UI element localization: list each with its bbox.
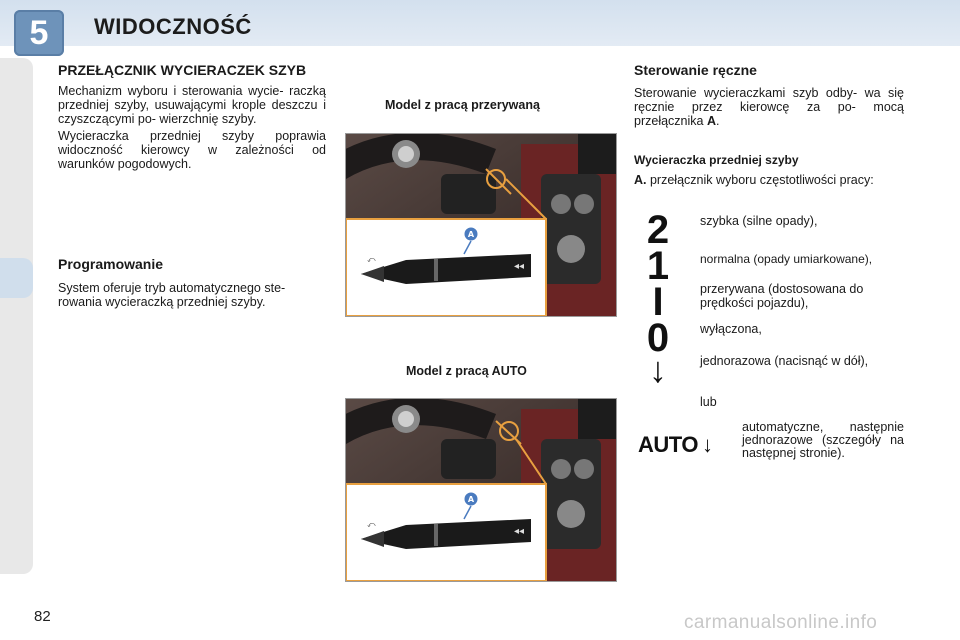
down-arrow-icon: ↓ xyxy=(649,349,667,390)
section-heading: PRZEŁĄCZNIK WYCIERACZEK SZYB xyxy=(58,62,307,78)
programming-heading: Programowanie xyxy=(58,256,164,272)
svg-text:◂◂: ◂◂ xyxy=(514,526,525,537)
intermittent-caption: Model z pracą przerywaną xyxy=(385,98,540,112)
side-rail xyxy=(0,58,33,574)
or-text: lub xyxy=(700,395,717,409)
callout-a-label: A xyxy=(467,495,475,504)
svg-text:⤺: ⤺ xyxy=(367,520,376,529)
item-a xyxy=(634,173,904,187)
position-i-text: przerywana (dostosowana do prędkości pojazdu), xyxy=(700,282,864,310)
auto-label: AUTO xyxy=(638,432,698,457)
svg-text:⤺: ⤺ xyxy=(367,255,376,264)
side-rail-tab xyxy=(0,258,33,298)
item-a-label: A. xyxy=(634,173,647,187)
intermittent-wiper-figure xyxy=(345,133,617,317)
position-0-symbol: 0 xyxy=(646,316,670,360)
auto-mode-text: automatyczne, następnie jednorazowe (szczegóły na następnej stronie). xyxy=(742,420,904,460)
switch-a-ref: A xyxy=(706,114,716,128)
position-single-text: jednorazowa (nacisnąć w dół), xyxy=(700,354,869,368)
position-1-symbol: 1 xyxy=(646,244,670,288)
intro-paragraph: Mechanizm wyboru i sterowania wycie- raczką przedniej szyby, usuwającymi krople deszczu i czyszczącymi po- wierzchnię szyby. xyxy=(58,84,326,126)
auto-mode-symbol xyxy=(638,432,712,458)
auto-caption: Model z pracą AUTO xyxy=(406,364,527,378)
position-2-text: szybka (silne opady), xyxy=(700,214,818,228)
manual-control-text-end: . xyxy=(715,114,720,128)
position-0-text: wyłączona, xyxy=(700,322,762,336)
svg-text:◂◂: ◂◂ xyxy=(514,261,525,272)
chapter-number-badge: 5 xyxy=(14,10,64,56)
auto-down-arrow-icon: ↓ xyxy=(701,432,713,457)
position-1-text: normalna (opady umiarkowane), xyxy=(700,252,873,266)
item-a-text: przełącznik wyboru częstotliwości pracy: xyxy=(646,173,874,187)
manual-control-heading: Sterowanie ręczne xyxy=(634,62,757,78)
page-title: WIDOCZNOŚĆ xyxy=(94,14,252,39)
position-i-symbol: I xyxy=(652,280,664,324)
manual-control-text xyxy=(634,86,904,128)
right-column xyxy=(634,62,904,128)
callout-a-label: A xyxy=(467,230,475,239)
watermark: carmanualsonline.info xyxy=(684,612,878,633)
auto-wiper-figure xyxy=(345,398,617,582)
manual-control-text-main: Sterowanie wycieraczkami szyb odby- wa się ręcznie przez kierowcę za po- mocą przełącznika xyxy=(634,86,904,128)
page-number: 82 xyxy=(34,608,51,625)
front-wiper-subheading: Wycieraczka przedniej szyby xyxy=(634,153,799,167)
programming-text: System oferuje tryb automatycznego ste- rowania wycieraczką przedniej szyby. xyxy=(58,281,286,309)
left-column xyxy=(58,62,326,171)
position-2-symbol: 2 xyxy=(646,208,670,252)
benefit-paragraph: Wycieraczka przedniej szyby poprawia widoczność kierowcy w zależności od warunków pogodowych. xyxy=(58,129,326,171)
